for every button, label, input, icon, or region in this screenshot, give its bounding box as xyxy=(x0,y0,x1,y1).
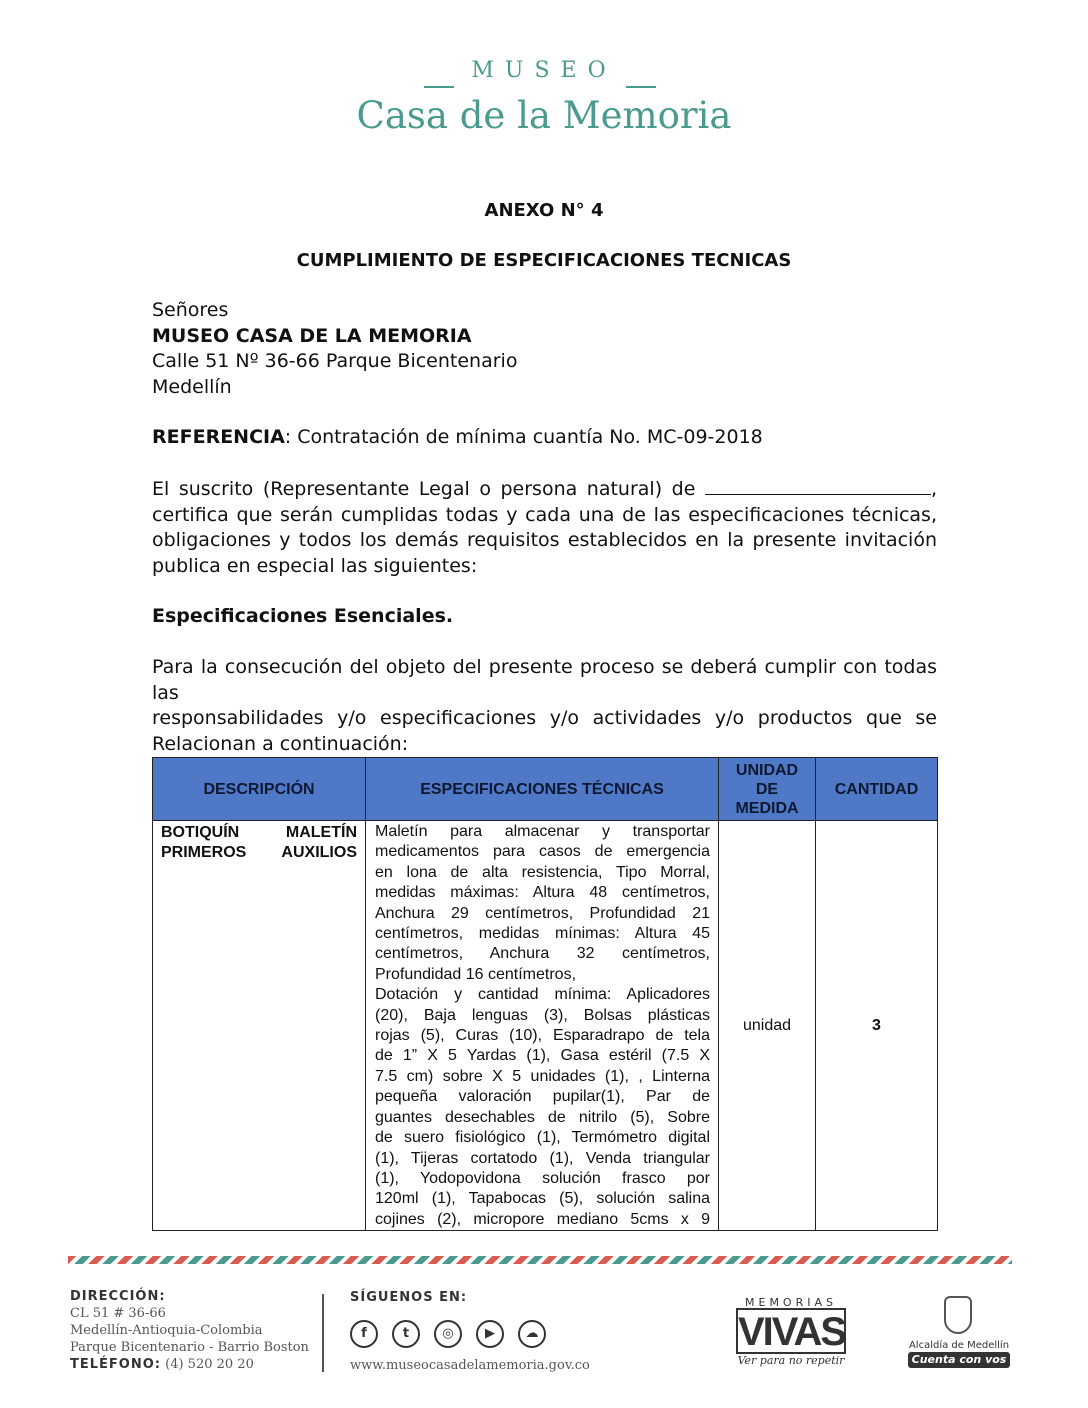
spec-line: de 1” X 5 Yardas (1), Gasa estéril (7.5 X xyxy=(375,1047,710,1065)
certify-line-3: obligaciones y todos los demás requisitos establecidos en la presente invitación xyxy=(152,529,937,551)
website-link[interactable]: www.museocasadelamemoria.gov.co xyxy=(350,1358,590,1373)
spec-line: rojas (5), Curas (10), Esparadrapo de tela xyxy=(375,1027,710,1045)
document-subtitle: CUMPLIMIENTO DE ESPECIFICACIONES TECNICAS xyxy=(296,250,792,271)
youtube-icon[interactable]: ▶ xyxy=(476,1320,504,1348)
follow-label: SÍGUENOS EN: xyxy=(350,1290,468,1305)
recipient-address: Calle 51 Nº 36-66 Parque Bicentenario xyxy=(152,350,518,372)
logo-casa-de-la-memoria: Casa de la Memoria xyxy=(356,94,732,137)
memorias-vivas-logo xyxy=(726,1296,856,1370)
spec-line: Profundidad 16 centímetros, xyxy=(375,965,577,983)
recipient-name: MUSEO CASA DE LA MEMORIA xyxy=(152,324,472,347)
address-line-2: Medellín-Antioquia-Colombia xyxy=(70,1323,263,1338)
spec-line: centímetros, medidas mínimas: Altura 45 xyxy=(375,925,710,943)
specifications-table xyxy=(152,757,938,1231)
intro-line-3: Relacionan a continuación: xyxy=(152,732,409,755)
row-unit: unidad xyxy=(719,821,816,1231)
spec-line: (20), Baja lenguas (3), Bolsas plásticas xyxy=(375,1006,710,1024)
spec-line: (1), Yodopovidona solución frasco por xyxy=(375,1169,710,1187)
spec-line: (1), Tijeras cortatodo (1), Venda triangular xyxy=(375,1149,710,1167)
table-row xyxy=(153,821,938,1231)
spec-line: Anchura 29 centímetros, Profundidad 21 xyxy=(375,904,710,922)
alcaldia-tagline: Cuenta con vos xyxy=(908,1352,1010,1368)
spec-lines xyxy=(375,822,710,1230)
twitter-icon[interactable]: t xyxy=(392,1320,420,1348)
logo-museo: MUSEO xyxy=(471,58,617,83)
alcaldia-logo xyxy=(904,1296,1014,1370)
certify-paragraph xyxy=(152,477,937,579)
row-quantity: 3 xyxy=(816,821,938,1231)
header-unit: UNIDAD DE MEDIDA xyxy=(719,758,816,821)
spec-line: cojines (2), micropore mediano 5cms x 9 xyxy=(375,1210,710,1228)
footer-address xyxy=(70,1288,320,1373)
coat-of-arms-icon xyxy=(944,1296,972,1334)
vivas-label: VIVAS xyxy=(738,1310,846,1354)
social-icons xyxy=(350,1320,550,1350)
spec-line: medicamentos para casos de emergencia xyxy=(375,843,710,861)
address-label: DIRECCIÓN: xyxy=(70,1289,166,1304)
phone-label: TELÉFONO: xyxy=(70,1357,161,1372)
header-quantity: CANTIDAD xyxy=(816,758,938,821)
recipient-block xyxy=(152,298,937,400)
soundcloud-icon[interactable]: ☁ xyxy=(518,1320,546,1348)
spec-line: 120ml (1), Tapabocas (5), solución salina xyxy=(375,1190,710,1208)
document-title: ANEXO N° 4 xyxy=(484,200,604,221)
row-description-text: BOTIQUÍN MALETÍN PRIMEROS AUXILIOS xyxy=(161,824,357,861)
spec-line: Dotación y cantidad mínima: Aplicadores xyxy=(375,986,710,1004)
footer-divider xyxy=(322,1294,324,1372)
reference-text: : Contratación de mínima cuantía No. MC-09-2018 xyxy=(284,426,763,448)
spec-line: pequeña valoración pupilar(1), Par de xyxy=(375,1088,710,1106)
spec-line: centímetros, Anchura 32 centímetros, xyxy=(375,945,710,963)
spec-line: en lona de alta resistencia, Tipo Morral, xyxy=(375,863,710,881)
footer-ribbon xyxy=(68,1256,1012,1264)
header-specifications: ESPECIFICACIONES TÉCNICAS xyxy=(366,758,719,821)
facebook-icon[interactable]: f xyxy=(350,1320,378,1348)
spec-line: medidas máximas: Altura 48 centímetros, xyxy=(375,884,710,902)
spec-line: 7.5 cm) sobre X 5 unidades (1), , Linterna xyxy=(375,1067,710,1085)
address-line-1: CL 51 # 36-66 xyxy=(70,1306,166,1321)
alcaldia-name: Alcaldía de Medellín xyxy=(908,1340,1010,1351)
recipient-salutation: Señores xyxy=(152,299,229,321)
memorias-label: MEMORIAS xyxy=(745,1296,837,1309)
row-specifications xyxy=(366,821,719,1231)
certify-line-4: publica en especial las siguientes: xyxy=(152,554,478,577)
name-blank-field xyxy=(705,480,931,495)
intro-paragraph xyxy=(152,655,937,757)
certify-line-2: certifica que serán cumplidas todas y cada una de las especificaciones técnicas, xyxy=(152,503,937,526)
header-description: DESCRIPCIÓN xyxy=(153,758,366,821)
reference-line xyxy=(152,425,937,451)
spec-line: guantes desechables de nitrilo (5), Sobre xyxy=(375,1108,710,1126)
instagram-icon[interactable]: ◎ xyxy=(434,1320,462,1348)
essential-heading: Especificaciones Esenciales. xyxy=(152,605,454,627)
spec-line: Maletín para almacenar y transportar xyxy=(375,823,710,840)
memorias-slogan: Ver para no repetir xyxy=(737,1354,845,1367)
table-header-row xyxy=(153,758,938,821)
address-line-3: Parque Bicentenario - Barrio Boston xyxy=(70,1340,309,1355)
logo-rule xyxy=(424,86,656,88)
certify-line-1: El suscrito (Representante Legal o persona natural) de , xyxy=(152,478,937,500)
intro-line-1: Para la consecución del objeto del presente proceso se deberá cumplir con todas las xyxy=(152,656,937,704)
intro-line-2: responsabilidades y/o especificaciones y/o actividades y/o productos que se xyxy=(152,707,937,729)
row-description xyxy=(153,821,366,1231)
reference-label: REFERENCIA xyxy=(152,426,285,448)
spec-line: de suero fisiológico (1), Termómetro digital xyxy=(375,1129,710,1147)
recipient-city: Medellín xyxy=(152,375,232,398)
phone-number: (4) 520 20 20 xyxy=(165,1357,254,1372)
